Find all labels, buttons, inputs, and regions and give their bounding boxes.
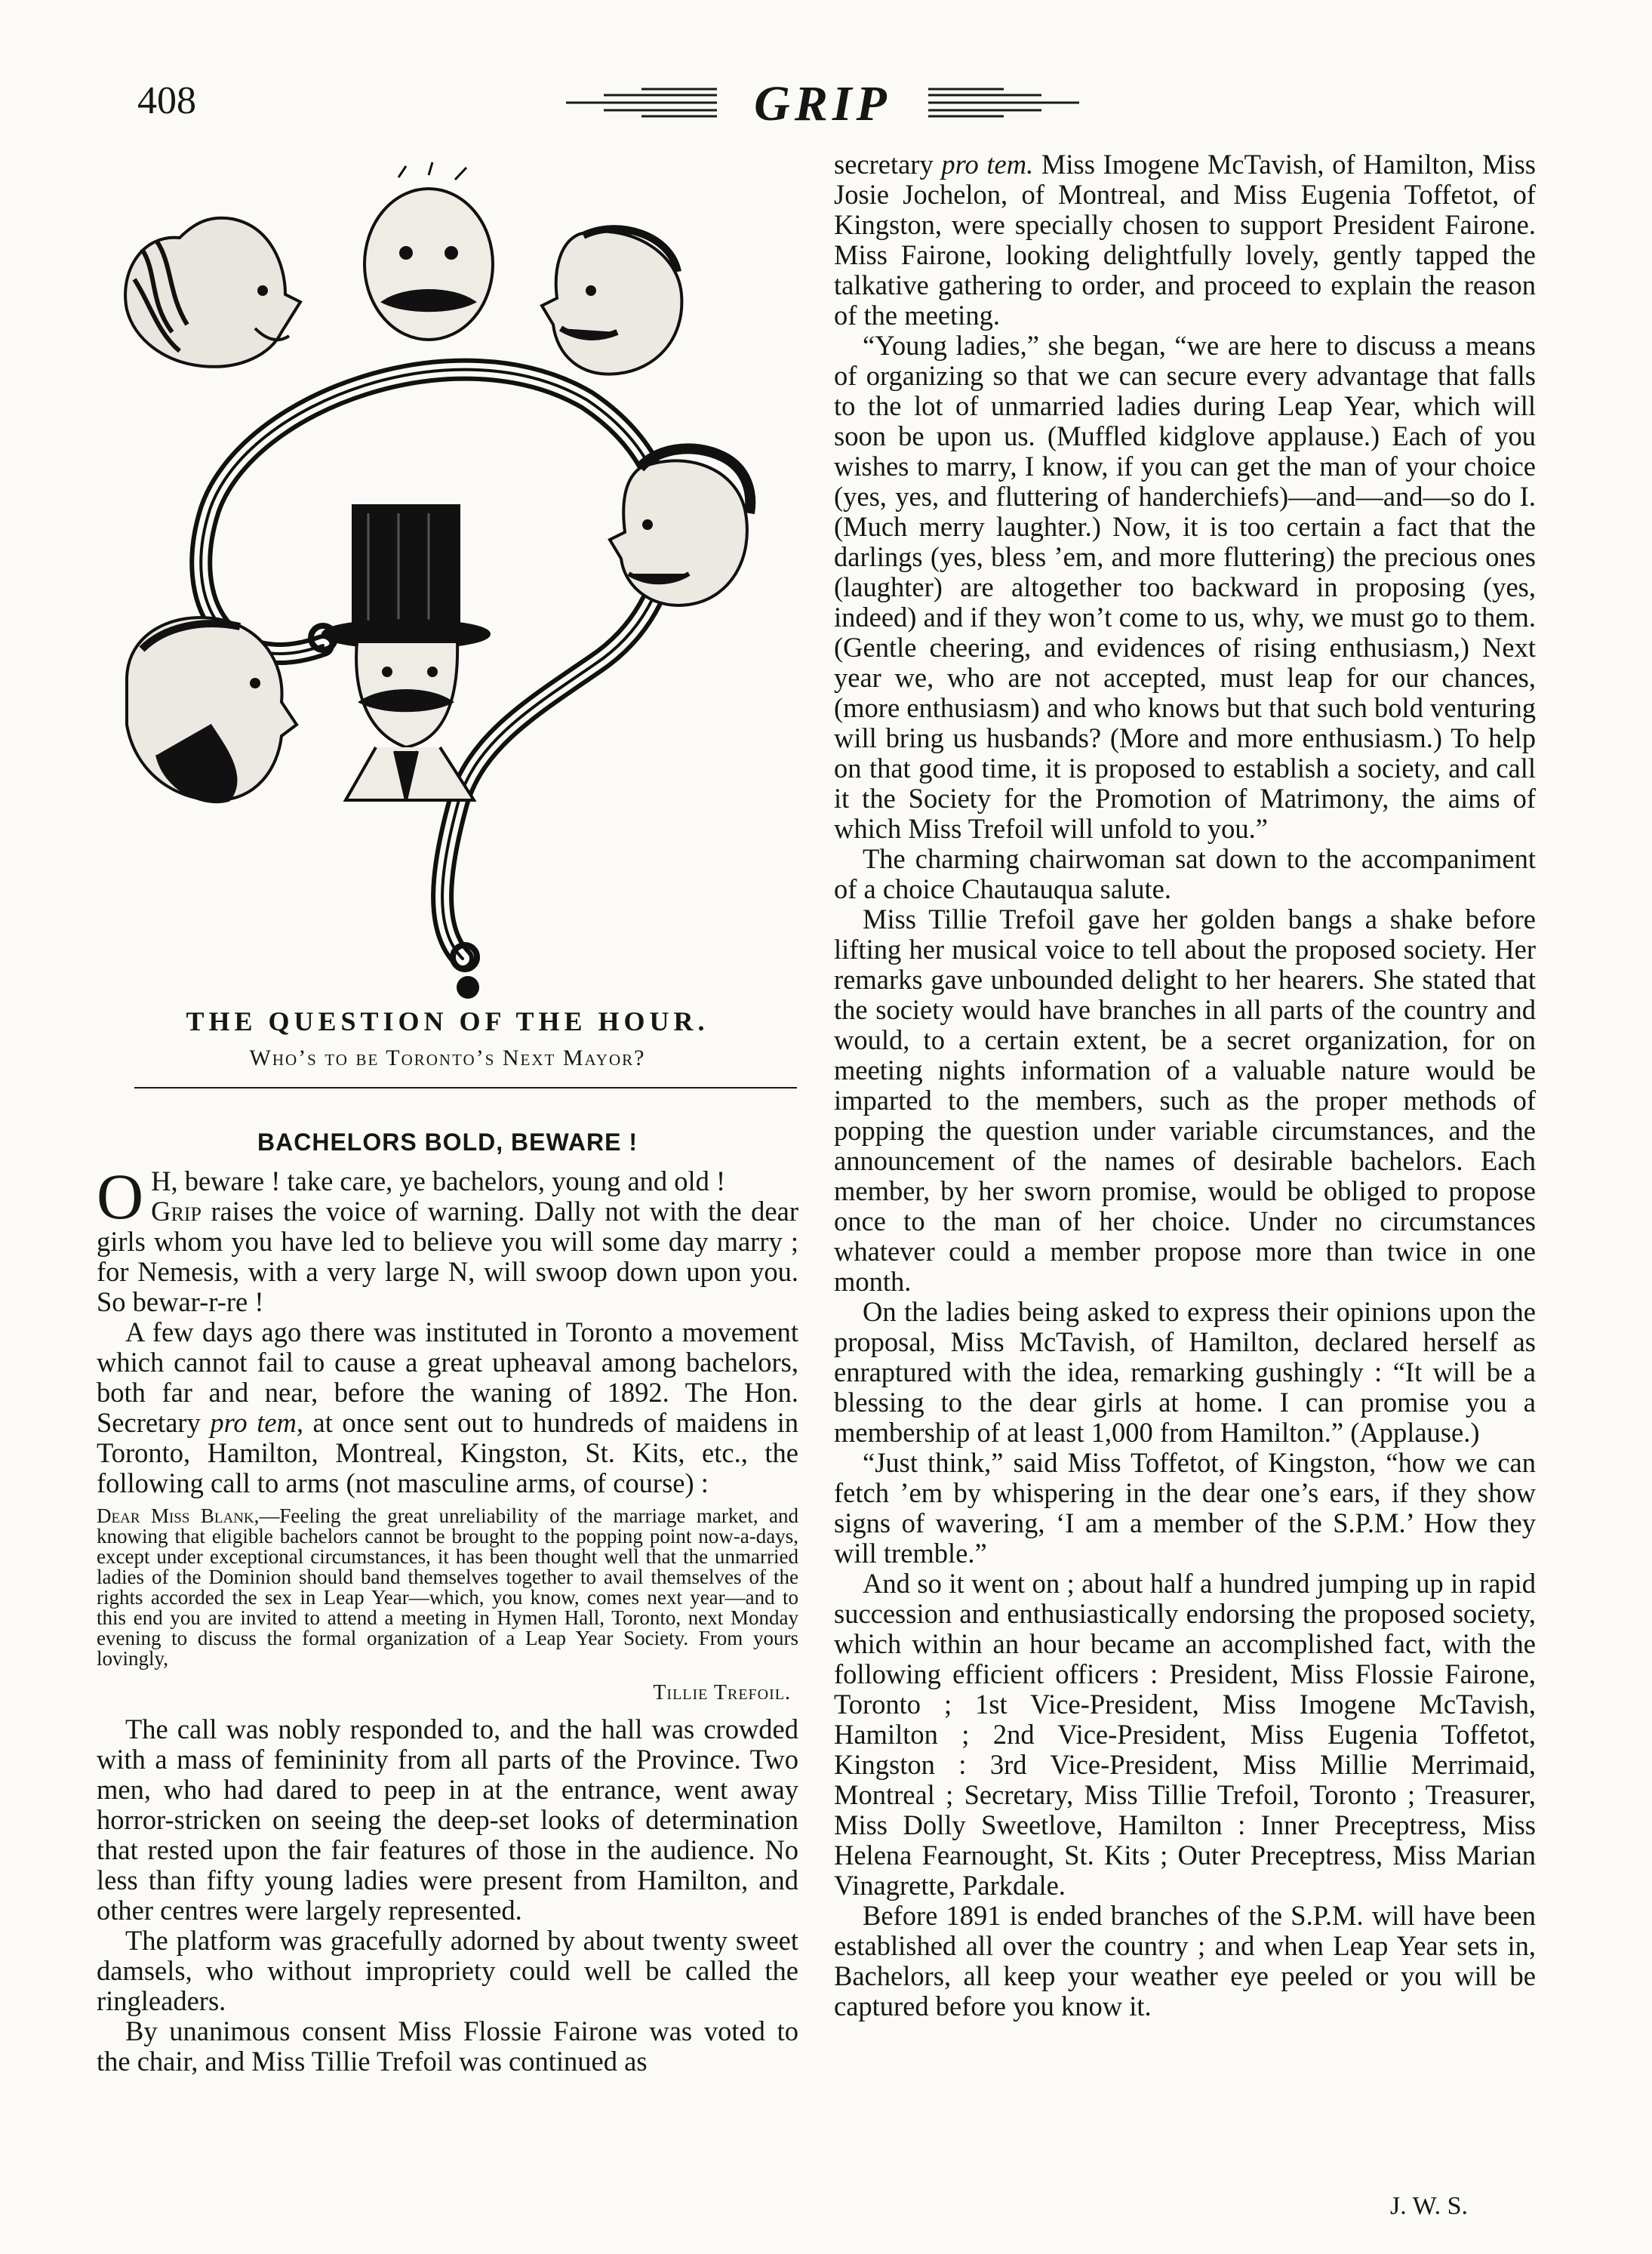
masthead	[558, 72, 1087, 133]
article-paragraph: Before 1891 is ended branches of the S.P.M. will have been established all over the country ; and when Leap Year sets in, Bachelors, all keep your weather eye peeled or you will be captured before you know it.	[834, 1900, 1536, 2022]
quoted-letter	[97, 1506, 798, 1669]
portrait-top-left	[125, 218, 300, 367]
cartoon-caption-title: THE QUESTION OF THE HOUR.	[186, 1006, 709, 1036]
article-paragraph: “Young ladies,” she began, “we are here to discuss a means of organizing so that we can secure every advantage that falls to the lot of unmarried ladies during Leap Year, which will soon be upon us. (Muffled kidglove applause.) Each of you wishes to marry, I know, if you can get the man of your choice (yes, yes, and fluttering of handerchiefs)—and—and—so do I. (Much merry laughter.) Now, it is too certain a fact that the darlings (yes, bless ’em, and more fluttering) the precious ones (laughter) are altogether too backward in proposing (yes, indeed) and if they won’t come to us, why, we must go to them. (Gentle cheering, and evidences of rising enthusiasm,) Next year we, who are not accepted, must leap for our chances, (more enthusiasm) and who knows but that such bold venturing will bring us husbands? (More and more enthusiasm.) To help on that good time, it is proposed to establish a society, and call it the Society for the Promotion of Matrimony, the aims of which Miss Trefoil will unfold to you.”	[834, 330, 1536, 844]
cartoon-caption-subtitle: Who’s to be Toronto’s Next Mayor?	[249, 1045, 646, 1070]
question-mark-dot	[457, 976, 479, 999]
page-number: 408	[137, 79, 196, 122]
article-left-column	[97, 1160, 799, 2077]
portrait-top-hat-man	[323, 506, 489, 800]
masthead-title: GRIP	[754, 76, 891, 131]
article-paragraph: And so it went on ; about half a hundred jumping up in rapid succession and enthusiastically endorsing the proposed society, which within an hour became an accomplished fact, with the following efficient officers : President, Miss Flossie Fairone, Toronto ; 1st Vice-President, Miss Imogene McTavish, Hamilton ; 2nd Vice-President, Miss Eugenia Toffetot, Kingston : 3rd Vice-President, Miss Millie Merrimaid, Montreal ; Secretary, Miss Tillie Trefoil, Toronto ; Treasurer, Miss Dolly Sweetlove, Hamilton : Inner Preceptress, Miss Helena Fearnought, St. Kits ; Outer Preceptress, Miss Marian Vinagrette, Parkdale.	[834, 1568, 1536, 1901]
letter-body: —Feeling the great unreliability of the marriage market, and knowing that eligible bachelors cannot be brought to the popping point now-a-days, except under exceptional circumstances, it has been thought well that the unmarried ladies of the Dominion should band themselves together to avail themselves of the rights accorded the sex in Leap Year—which, you know, comes next year—and to this end you are invited to attend a meeting in Hymen Hall, Toronto, next Monday evening to discuss the formal organization of a Leap Year Society. From yours lovingly,	[97, 1504, 799, 1670]
article-paragraph: O H, beware ! take care, ye bachelors, young and old ! Grip raises the voice of warning. Dally not with the dear girls whom you have led to believe you will some day marry ; for Nemesis, with a very large N, will swoop down upon you. So bewar-r-re !	[97, 1160, 798, 1317]
portrait-top-center	[365, 162, 493, 340]
article-paragraph: The charming chairwoman sat down to the accompaniment of a choice Chautauqua salute.	[834, 843, 1536, 904]
article-paragraph: “Just think,” said Miss Toffetot, of Kingston, “how we can fetch ’em by whispering in the dear one’s ears, if they show signs of wavering, ‘I am a member of the S.P.M.’ How they will tremble.”	[834, 1447, 1536, 1569]
cartoon-illustration	[97, 151, 798, 1004]
article-paragraph: Miss Tillie Trefoil gave her golden bangs a shake before lifting her musical voice to tell about the proposed society. Her remarks gave unbounded delight to her hearers. She stated that the society would have branches in all parts of the country and would, to a certain extent, be a secret organization, for on meeting nights information of a valuable nature would be imparted to the members, such as the proper methods of popping the question under variable circumstances, and the announcement of the names of desirable bachelors. Each member, by her sworn promise, would be obliged to propose once to the man of her choice. Under no circumstances whatever could a member propose more than twice in one month.	[834, 904, 1536, 1297]
article-headline: BACHELORS BOLD, BEWARE !	[257, 1129, 638, 1156]
magazine-name: Grip	[151, 1196, 202, 1227]
article-paragraph: A few days ago there was instituted in Toronto a movement which cannot fail to cause a great upheaval among bachelors, both far and near, before the waning of 1892. The Hon. Secretary pro tem, at once sent out to hundreds of maidens in Toronto, Hamilton, Montreal, Kingston, St. Kits, etc., the following call to arms (not masculine arms, of course) :	[97, 1316, 798, 1498]
letter-signoff: Tillie Trefoil.	[653, 1681, 791, 1704]
article-paragraph: On the ladies being asked to express their opinions upon the proposal, Miss McTavish, of Hamilton, declared herself as enraptured with the idea, remarking gushingly : “It will be a blessing to the dear girls at home. I can promise you a membership of at least 1,000 from Hamilton.” (Applause.)	[834, 1296, 1536, 1448]
article-paragraph: secretary pro tem. Miss Imogene McTavish, of Hamilton, Miss Josie Jochelon, of Montreal, and Miss Eugenia Toffetot, of Kingston, were specially chosen to support President Fairone. Miss Fairone, looking delightfully lovely, gently tapped the talkative gathering to order, and proceed to explain the reason of the meeting.	[834, 149, 1536, 331]
portrait-top-right	[542, 229, 681, 374]
author-signature: J. W. S.	[1390, 2192, 1468, 2220]
letter-salutation: Dear Miss Blank,	[97, 1504, 260, 1527]
article-paragraph: The platform was gracefully adorned by about twenty sweet damsels, who without impropriety could well be called the ringleaders.	[97, 1925, 798, 2016]
article-paragraph: By unanimous consent Miss Flossie Fairone was voted to the chair, and Miss Tillie Trefoil was continued as	[97, 2015, 798, 2077]
portrait-right	[610, 448, 750, 605]
article-paragraph: The call was nobly responded to, and the hall was crowded with a mass of femininity from all parts of the Province. Two men, who had dared to peep in at the entrance, went away horror-stricken on seeing the deep-set looks of determination that rested upon the fair features of those in the audience. No less than fifty young ladies were present from Hamilton, and other centres were largely represented.	[97, 1714, 798, 1926]
section-divider	[134, 1087, 797, 1089]
drop-cap: O	[97, 1160, 144, 1233]
article-right-column	[834, 149, 1536, 2022]
